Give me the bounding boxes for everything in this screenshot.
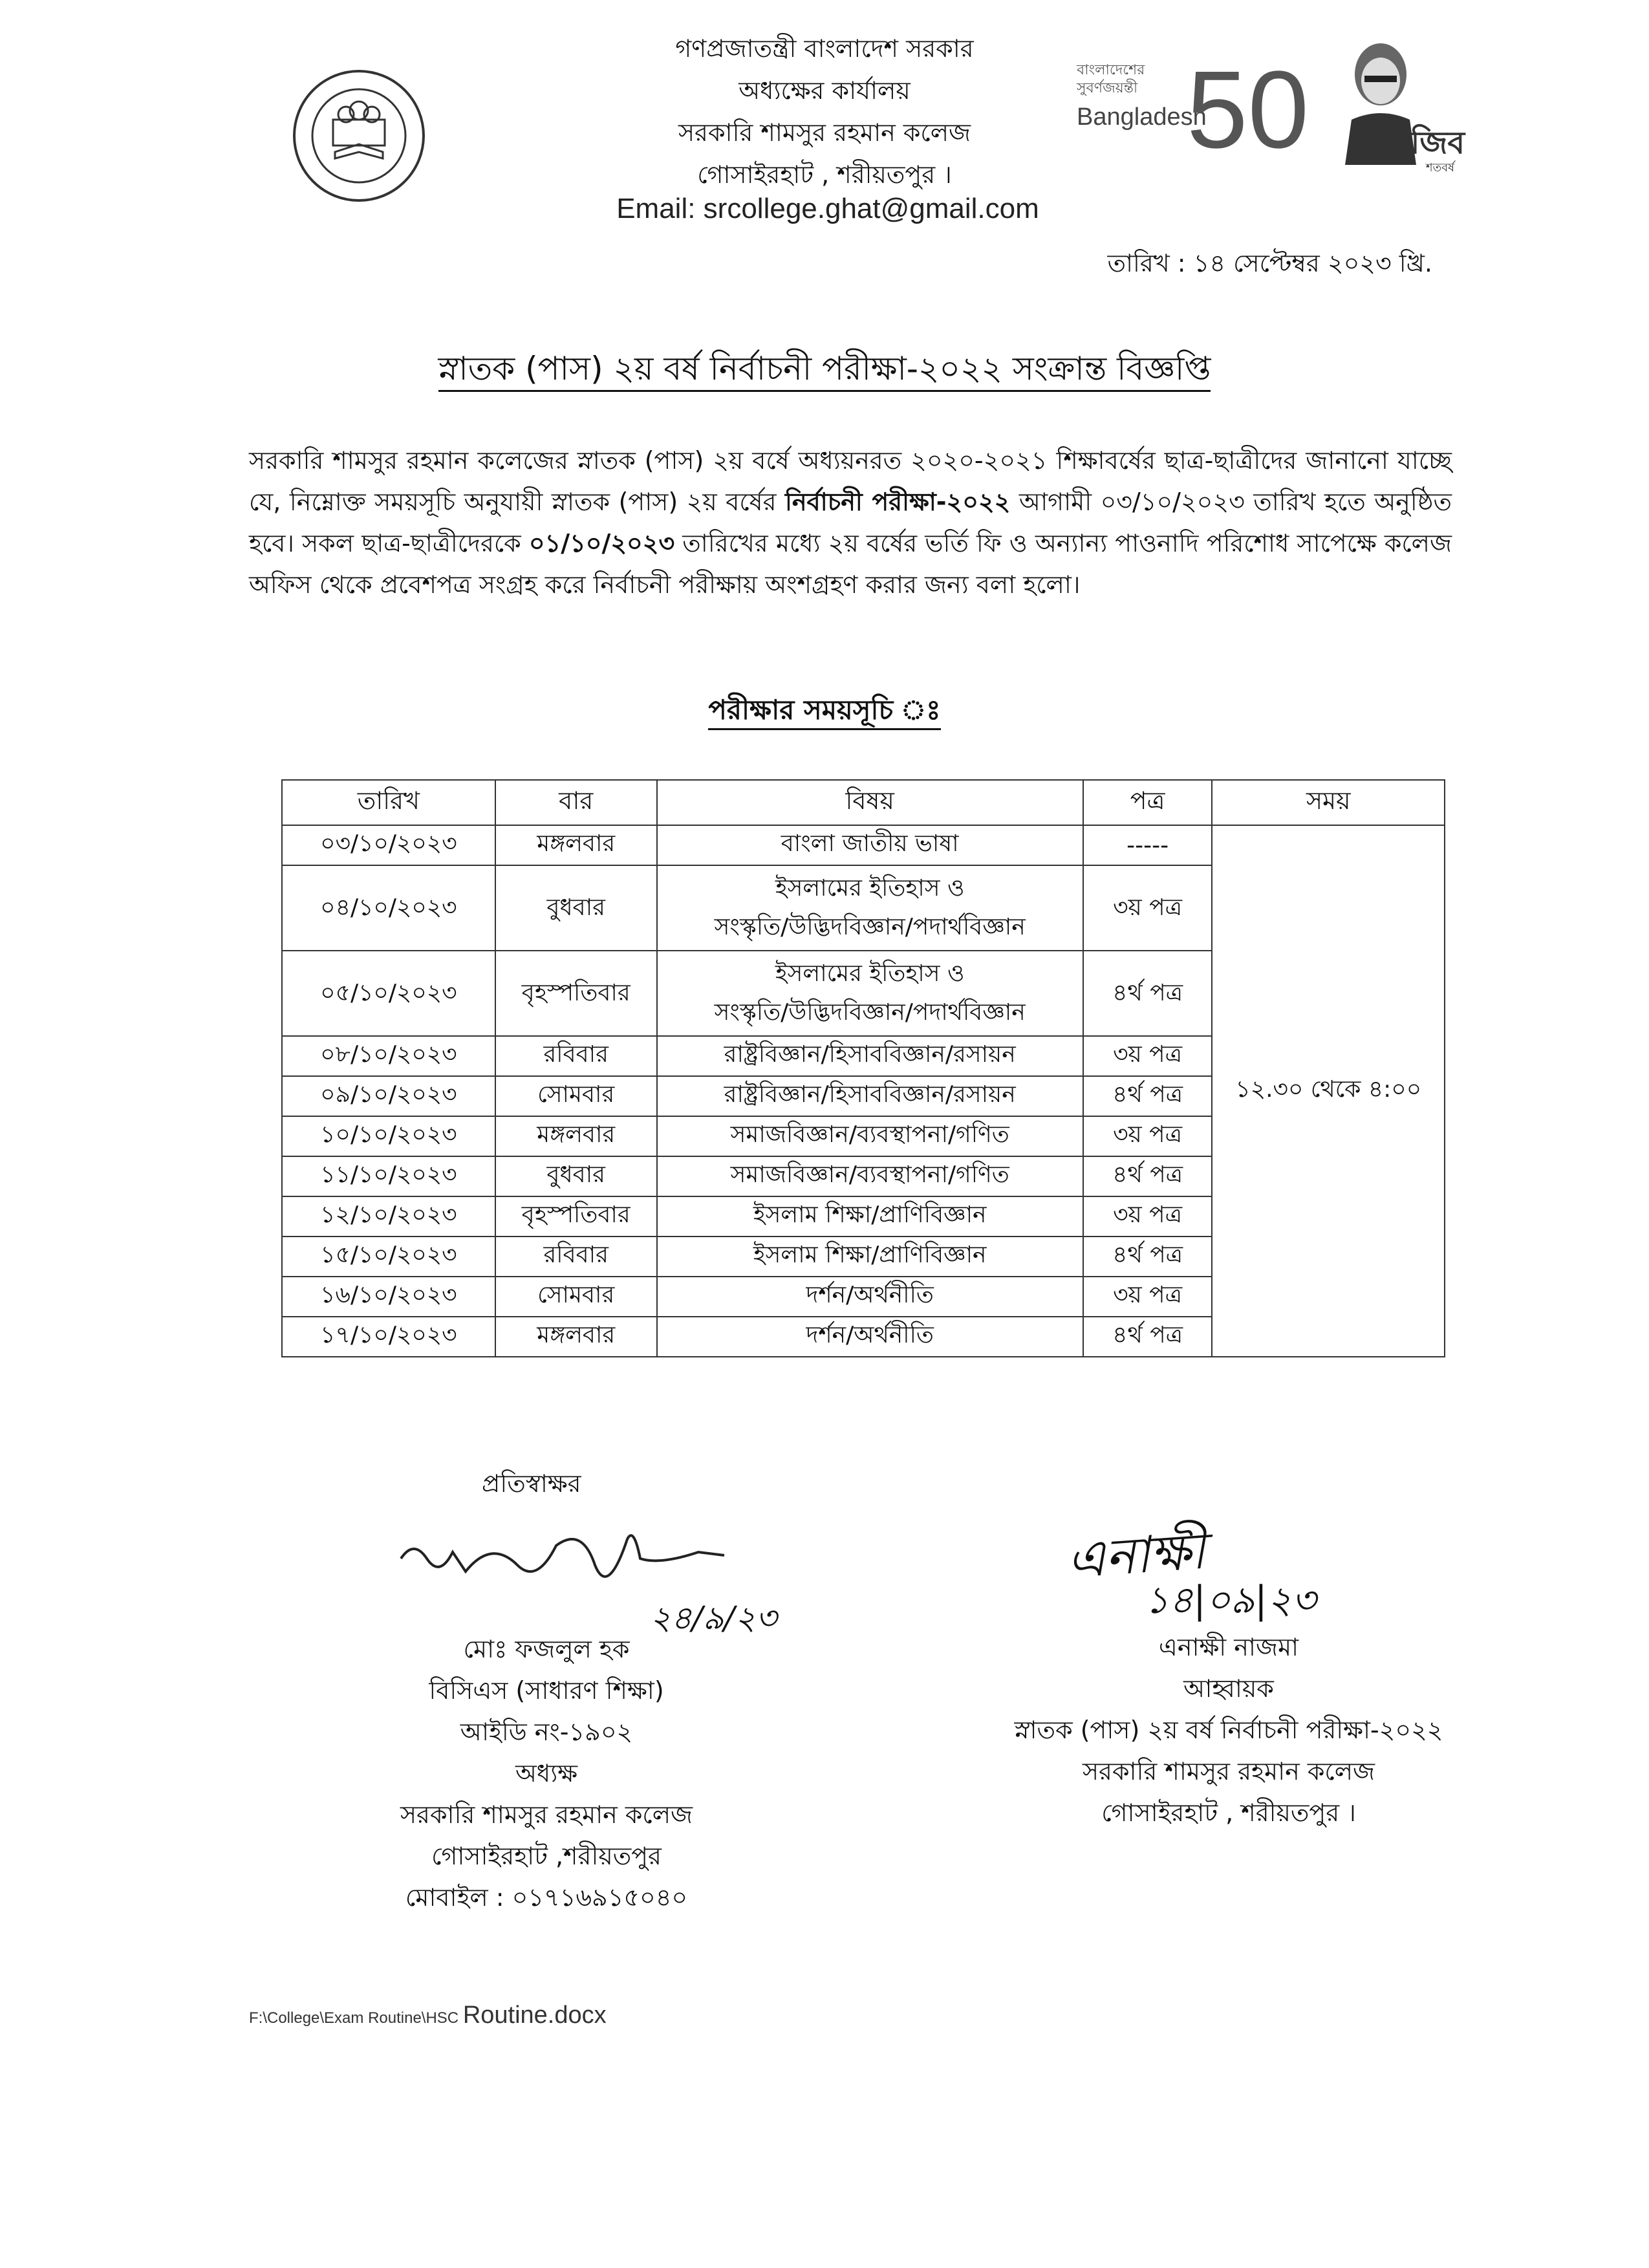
row-date: ১১/১০/২০২৩: [282, 1156, 495, 1196]
row-paper: -----: [1083, 825, 1212, 865]
row-paper: ৩য় পত্র: [1083, 865, 1212, 951]
header-subject: বিষয়: [657, 780, 1083, 825]
convener-exam: স্নাতক (পাস) ২য় বর্ষ নির্বাচনী পরীক্ষা-২০২২: [1014, 1716, 1443, 1744]
row-subject: ইসলাম শিক্ষা/প্রাণিবিজ্ঞান: [657, 1196, 1083, 1237]
row-subject: রাষ্ট্রবিজ্ঞান/হিসাববিজ্ঞান/রসায়ন: [657, 1036, 1083, 1076]
mujib-text: মুজিব: [1394, 125, 1465, 161]
header-date: তারিখ: [282, 780, 495, 825]
college-seal-logo: [285, 61, 433, 210]
row-date: ১০/১০/২০২৩: [282, 1116, 495, 1156]
principal-mobile: মোবাইল : ০১৭১৬৯১৫০৪০: [405, 1883, 688, 1912]
college-email: Email: srcollege.ghat@gmail.com: [616, 193, 1039, 224]
row-day: বৃহস্পতিবার: [495, 1196, 657, 1237]
row-day: বুধবার: [495, 865, 657, 951]
mujib-centenary-logo: [1339, 36, 1474, 184]
row-paper: ৪র্থ পত্র: [1083, 1237, 1212, 1277]
row-day: মঙ্গলবার: [495, 1317, 657, 1357]
row-day: সোমবার: [495, 1076, 657, 1116]
schedule-title: পরীক্ষার সময়সূচি ঃ: [0, 689, 1649, 735]
row-subject: রাষ্ট্রবিজ্ঞান/হিসাববিজ্ঞান/রসায়ন: [657, 1076, 1083, 1116]
principal-cadre: বিসিএস (সাধারণ শিক্ষা): [429, 1676, 664, 1705]
convener-details: [1002, 1626, 1455, 1833]
mujib-sub: শতবর্ষ: [1426, 161, 1455, 175]
principal-details: [352, 1628, 740, 1918]
row-day: রবিবার: [495, 1237, 657, 1277]
file-path-footer: [249, 2002, 607, 2029]
row-date: ০৩/১০/২০২৩: [282, 825, 495, 865]
college-address: গোসাইরহাট , শরীয়তপুর ।: [697, 160, 952, 189]
exam-schedule-table: [281, 779, 1445, 1357]
row-date: ১৭/১০/২০২৩: [282, 1317, 495, 1357]
exam-time: ১২.৩০ থেকে ৪:০০: [1212, 825, 1445, 1357]
golden-jubilee-logo: [1077, 39, 1322, 188]
row-paper: ৩য় পত্র: [1083, 1036, 1212, 1076]
row-subject: বাংলা জাতীয় ভাষা: [657, 825, 1083, 865]
convener-college: সরকারি শামসুর রহমান কলেজ: [1082, 1757, 1375, 1786]
convener-address: গোসাইরহাট , শরীয়তপুর ।: [1101, 1798, 1356, 1827]
principal-sign-date: ২৪/৯/২৩: [650, 1599, 777, 1637]
file-path: F:\College\Exam Routine\HSC: [249, 2009, 459, 2027]
college-name: সরকারি শামসুর রহমান কলেজ: [678, 118, 971, 147]
notice-body: সরকারি শামসুর রহমান কলেজের স্নাতক (পাস) ২য় বর্ষে অধ্যয়নরত ২০২০-২০২১ শিক্ষাবর্ষের ছাত্র-ছাত্রীদের জানানো যাচ্ছে যে, নিম্নোক্ত সময়সূচি অনুযায়ী স্নাতক (পাস) ২য় বর্ষের নির্বাচনী পরীক্ষা-২০২২ আগামী ০৩/১০/২০২৩ তারিখ হতে অনুষ্ঠিত হবে। সকল ছাত্র-ছাত্রীদেরকে ০১/১০/২০২৩ তারিখের মধ্যে ২য় বর্ষের ভর্তি ফি ও অন্যান্য পাওনাদি পরিশোধ সাপেক্ষে কলেজ অফিস থেকে প্রবেশপত্র সংগ্রহ করে নির্বাচনী পরীক্ষায় অংশগ্রহণ করার জন্য বলা হলো।: [249, 446, 1452, 599]
row-paper: ৪র্থ পত্র: [1083, 951, 1212, 1036]
row-day: মঙ্গলবার: [495, 1116, 657, 1156]
row-subject: সমাজবিজ্ঞান/ব্যবস্থাপনা/গণিত: [657, 1116, 1083, 1156]
jubilee-number: 50: [1187, 49, 1310, 171]
row-paper: ৪র্থ পত্র: [1083, 1317, 1212, 1357]
jubilee-bangladesh: Bangladesh: [1077, 103, 1207, 131]
row-date: ১৫/১০/২০২৩: [282, 1237, 495, 1277]
row-subject: দর্শন/অর্থনীতি: [657, 1277, 1083, 1317]
row-paper: ৩য় পত্র: [1083, 1196, 1212, 1237]
row-paper: ৪র্থ পত্র: [1083, 1076, 1212, 1116]
header-day: বার: [495, 780, 657, 825]
row-date: ১৬/১০/২০২৩: [282, 1277, 495, 1317]
row-day: মঙ্গলবার: [495, 825, 657, 865]
file-name: Routine.docx: [462, 2002, 607, 2029]
row-subject: ইসলামের ইতিহাস ও সংস্কৃতি/উদ্ভিদবিজ্ঞান/পদার্থবিজ্ঞান: [657, 951, 1083, 1036]
notice-title: স্নাতক (পাস) ২য় বর্ষ নির্বাচনী পরীক্ষা-২০২২ সংক্রান্ত বিজ্ঞপ্তি: [0, 345, 1649, 398]
exam-name-bold: নির্বাচনী পরীক্ষা-২০২২: [784, 488, 1011, 516]
row-subject: দর্শন/অর্থনীতি: [657, 1317, 1083, 1357]
row-date: ০৯/১০/২০২৩: [282, 1076, 495, 1116]
row-day: রবিবার: [495, 1036, 657, 1076]
row-date: ০৮/১০/২০২৩: [282, 1036, 495, 1076]
principal-address: গোসাইরহাট ,শরীয়তপুর: [431, 1842, 662, 1870]
jubilee-text: বাংলাদেশের সুবর্ণজয়ন্তী: [1077, 62, 1145, 96]
deadline-bold: ০১/১০/২০২৩: [528, 529, 675, 557]
countersign-heading: প্রতিস্বাক্ষর: [482, 1469, 581, 1498]
principal-name: মোঃ ফজলুল হক: [463, 1635, 630, 1663]
row-day: বৃহস্পতিবার: [495, 951, 657, 1036]
principal-college: সরকারি শামসুর রহমান কলেজ: [400, 1800, 693, 1829]
row-date: ০৪/১০/২০২৩: [282, 865, 495, 951]
convener-role: আহ্বায়ক: [1183, 1674, 1274, 1703]
table-header-row: [282, 780, 1445, 825]
convener-sign-date: ১৪|০৯|২৩: [1145, 1578, 1317, 1622]
header-time: সময়: [1212, 780, 1445, 825]
convener-signature: এনাক্ষী: [1064, 1522, 1207, 1590]
notice-date: তারিখ : ১৪ সেপ্টেম্বর ২০২৩ খ্রি.: [1107, 249, 1432, 277]
row-subject: ইসলাম শিক্ষা/প্রাণিবিজ্ঞান: [657, 1237, 1083, 1277]
header-paper: পত্র: [1083, 780, 1212, 825]
row-subject: সমাজবিজ্ঞান/ব্যবস্থাপনা/গণিত: [657, 1156, 1083, 1196]
principal-id: আইডি নং-১৯০২: [460, 1718, 633, 1746]
convener-name: এনাক্ষী নাজমা: [1158, 1633, 1299, 1661]
row-date: ০৫/১০/২০২৩: [282, 951, 495, 1036]
row-date: ১২/১০/২০২৩: [282, 1196, 495, 1237]
row-day: বুধবার: [495, 1156, 657, 1196]
office-name: অধ্যক্ষের কার্যালয়: [738, 76, 911, 105]
row-paper: ৩য় পত্র: [1083, 1277, 1212, 1317]
govt-name: গণপ্রজাতন্ত্রী বাংলাদেশ সরকার: [675, 34, 974, 63]
row-paper: ৪র্থ পত্র: [1083, 1156, 1212, 1196]
row-paper: ৩য় পত্র: [1083, 1116, 1212, 1156]
table-row: [282, 825, 1445, 865]
row-subject: ইসলামের ইতিহাস ও সংস্কৃতি/উদ্ভিদবিজ্ঞান/পদার্থবিজ্ঞান: [657, 865, 1083, 951]
row-day: সোমবার: [495, 1277, 657, 1317]
principal-designation: অধ্যক্ষ: [515, 1759, 577, 1787]
